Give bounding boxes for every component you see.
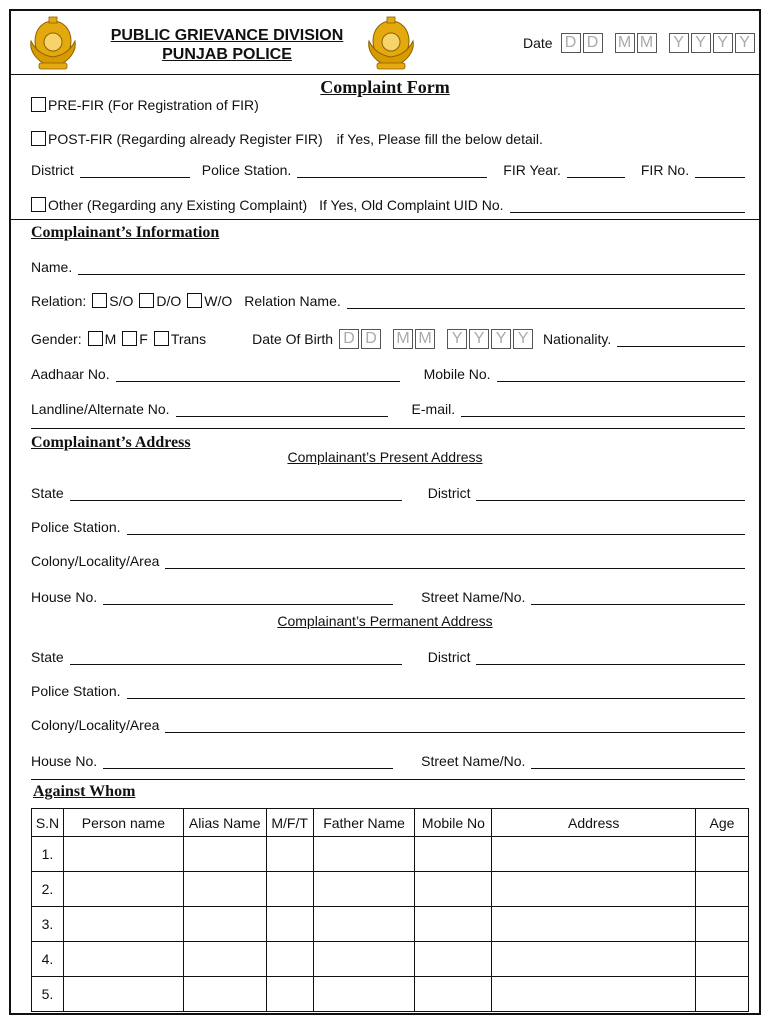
table-cell-input[interactable] (63, 907, 183, 942)
other-option[interactable]: Other (Regarding any Existing Complaint) (31, 197, 307, 213)
column-header: S.N (32, 809, 64, 837)
table-cell-input[interactable] (266, 837, 313, 872)
relation-wo-checkbox[interactable] (187, 293, 202, 308)
against-heading: Against Whom (33, 783, 136, 800)
gender-trans-checkbox[interactable] (154, 331, 169, 346)
row-serial: 2. (32, 872, 64, 907)
section-divider (31, 428, 745, 429)
permanent-colony-field[interactable] (165, 718, 745, 733)
name-field[interactable] (78, 260, 745, 275)
email-label: E-mail. (411, 401, 456, 417)
permanent-house-label: House No. (31, 753, 98, 769)
pre-fir-checkbox[interactable] (31, 97, 46, 112)
table-cell-input[interactable] (313, 942, 415, 977)
permanent-address-heading: Complainant’s Permanent Address (277, 613, 493, 629)
dob-box[interactable]: M (415, 329, 435, 349)
dob-box[interactable]: Y (491, 329, 511, 349)
fir-no-label: FIR No. (640, 162, 690, 178)
table-cell-input[interactable] (415, 942, 492, 977)
table-cell-input[interactable] (183, 907, 266, 942)
present-district-label: District (427, 485, 471, 501)
gender-f-option[interactable]: F (122, 331, 148, 347)
relation-label: Relation: (31, 293, 87, 309)
present-state-label: State (31, 485, 64, 501)
gender-f-checkbox[interactable] (122, 331, 137, 346)
table-cell-input[interactable] (63, 977, 183, 1012)
punjab-police-emblem-right-icon (363, 15, 419, 71)
punjab-police-emblem-left-icon (25, 15, 81, 71)
date-label: Date (523, 35, 553, 51)
present-police-station-field[interactable] (127, 520, 746, 535)
column-header: Person name (63, 809, 183, 837)
gender-label: Gender: (31, 331, 82, 347)
table-header-row (32, 809, 749, 837)
table-cell-input[interactable] (63, 942, 183, 977)
gender-m-option[interactable]: M (88, 331, 117, 347)
table-cell-input[interactable] (313, 907, 415, 942)
present-police-station-label: Police Station. (31, 519, 121, 535)
dob-box[interactable]: D (361, 329, 381, 349)
relation-wo-option[interactable]: W/O (187, 293, 232, 309)
table-cell-input[interactable] (313, 872, 415, 907)
permanent-street-label: Street Name/No. (421, 753, 526, 769)
table-cell-input[interactable] (266, 942, 313, 977)
header-divider (11, 74, 759, 75)
mobile-field[interactable] (497, 367, 745, 382)
address-heading: Complainant’s Address (31, 434, 191, 451)
against-whom-table (31, 808, 749, 1012)
dob-field[interactable] (339, 329, 533, 349)
table-row (32, 977, 749, 1012)
dob-label: Date Of Birth (252, 331, 334, 347)
row-serial: 5. (32, 977, 64, 1012)
form-title: Complaint Form (320, 77, 450, 97)
table-cell-input[interactable] (492, 942, 696, 977)
landline-label: Landline/Alternate No. (31, 401, 170, 417)
table-cell-input[interactable] (696, 872, 749, 907)
date-box[interactable]: Y (713, 33, 733, 53)
present-colony-label: Colony/Locality/Area (31, 553, 160, 569)
table-cell-input[interactable] (313, 837, 415, 872)
table-cell-input[interactable] (266, 977, 313, 1012)
present-street-field[interactable] (531, 590, 745, 605)
present-colony-field[interactable] (165, 554, 745, 569)
date-box[interactable]: Y (735, 33, 755, 53)
table-cell-input[interactable] (415, 977, 492, 1012)
permanent-police-station-field[interactable] (127, 684, 746, 699)
email-field[interactable] (461, 402, 745, 417)
dob-box[interactable]: Y (513, 329, 533, 349)
column-header: Address (492, 809, 696, 837)
complaint-form-page (9, 9, 761, 1015)
permanent-street-field[interactable] (531, 754, 745, 769)
table-cell-input[interactable] (63, 872, 183, 907)
aadhaar-label: Aadhaar No. (31, 366, 110, 382)
table-cell-input[interactable] (63, 837, 183, 872)
gender-m-checkbox[interactable] (88, 331, 103, 346)
date-box[interactable]: D (561, 33, 581, 53)
permanent-state-label: State (31, 649, 64, 665)
present-address-heading: Complainant’s Present Address (287, 449, 483, 465)
other-checkbox[interactable] (31, 197, 46, 212)
post-fir-option[interactable]: POST-FIR (Regarding already Register FIR) (31, 131, 323, 147)
row-serial: 1. (32, 837, 64, 872)
table-row (32, 837, 749, 872)
table-cell-input[interactable] (696, 907, 749, 942)
aadhaar-field[interactable] (116, 367, 400, 382)
table-cell-input[interactable] (266, 872, 313, 907)
old-uid-field[interactable] (510, 198, 745, 213)
table-cell-input[interactable] (492, 977, 696, 1012)
table-row (32, 872, 749, 907)
row-serial: 4. (32, 942, 64, 977)
fir-no-field[interactable] (695, 163, 745, 178)
table-row (32, 942, 749, 977)
dob-box[interactable]: M (393, 329, 413, 349)
present-house-label: House No. (31, 589, 98, 605)
date-field[interactable] (523, 33, 755, 53)
fir-district-field[interactable] (80, 163, 190, 178)
column-header: M/F/T (266, 809, 313, 837)
nationality-label: Nationality. (543, 331, 612, 347)
fir-year-field[interactable] (567, 163, 625, 178)
fir-police-station-field[interactable] (297, 163, 487, 178)
table-cell-input[interactable] (183, 977, 266, 1012)
table-cell-input[interactable] (415, 872, 492, 907)
date-box[interactable]: M (615, 33, 635, 53)
table-cell-input[interactable] (313, 977, 415, 1012)
table-cell-input[interactable] (492, 872, 696, 907)
permanent-house-field[interactable] (103, 754, 393, 769)
date-box[interactable]: Y (669, 33, 689, 53)
post-fir-checkbox[interactable] (31, 131, 46, 146)
section-divider (11, 219, 759, 220)
relation-do-checkbox[interactable] (139, 293, 154, 308)
present-district-field[interactable] (476, 486, 745, 501)
table-cell-input[interactable] (266, 907, 313, 942)
permanent-district-label: District (427, 649, 471, 665)
gender-trans-option[interactable]: Trans (154, 331, 206, 347)
landline-field[interactable] (176, 402, 388, 417)
section-divider (31, 779, 745, 780)
present-house-field[interactable] (103, 590, 393, 605)
table-cell-input[interactable] (415, 837, 492, 872)
column-header: Alias Name (183, 809, 266, 837)
table-cell-input[interactable] (415, 907, 492, 942)
relation-so-option[interactable]: S/O (92, 293, 133, 309)
column-header: Age (696, 809, 749, 837)
pre-fir-option[interactable]: PRE-FIR (For Registration of FIR) (31, 97, 259, 113)
relation-so-checkbox[interactable] (92, 293, 107, 308)
dob-box[interactable]: Y (469, 329, 489, 349)
table-cell-input[interactable] (696, 837, 749, 872)
table-cell-input[interactable] (696, 977, 749, 1012)
fir-police-station-label: Police Station. (201, 162, 292, 178)
post-fir-note: if Yes, Please fill the below detail. (336, 131, 543, 147)
table-row (32, 907, 749, 942)
dob-box[interactable]: D (339, 329, 359, 349)
date-box[interactable]: Y (691, 33, 711, 53)
date-box[interactable]: D (583, 33, 603, 53)
mobile-label: Mobile No. (423, 366, 491, 382)
fir-district-label: District (31, 162, 74, 178)
header-title-line1: PUBLIC GRIEVANCE DIVISION (110, 27, 344, 44)
present-street-label: Street Name/No. (421, 589, 526, 605)
date-box[interactable]: M (637, 33, 657, 53)
table-cell-input[interactable] (492, 907, 696, 942)
table-cell-input[interactable] (183, 837, 266, 872)
column-header: Mobile No (415, 809, 492, 837)
permanent-district-field[interactable] (476, 650, 745, 665)
table-cell-input[interactable] (492, 837, 696, 872)
dob-box[interactable]: Y (447, 329, 467, 349)
permanent-colony-label: Colony/Locality/Area (31, 717, 160, 733)
name-label: Name. (31, 259, 73, 275)
relation-name-field[interactable] (347, 294, 745, 309)
table-cell-input[interactable] (696, 942, 749, 977)
permanent-state-field[interactable] (70, 650, 402, 665)
fir-year-label: FIR Year. (503, 162, 561, 178)
row-serial: 3. (32, 907, 64, 942)
table-cell-input[interactable] (183, 942, 266, 977)
permanent-police-station-label: Police Station. (31, 683, 121, 699)
present-state-field[interactable] (70, 486, 402, 501)
nationality-field[interactable] (617, 332, 745, 347)
header-title-line2: PUNJAB POLICE (162, 46, 292, 63)
table-cell-input[interactable] (183, 872, 266, 907)
old-uid-label: If Yes, Old Complaint UID No. (319, 197, 504, 213)
relation-name-label: Relation Name. (244, 293, 341, 309)
relation-do-option[interactable]: D/O (139, 293, 181, 309)
info-heading: Complainant’s Information (31, 224, 220, 241)
column-header: Father Name (313, 809, 415, 837)
